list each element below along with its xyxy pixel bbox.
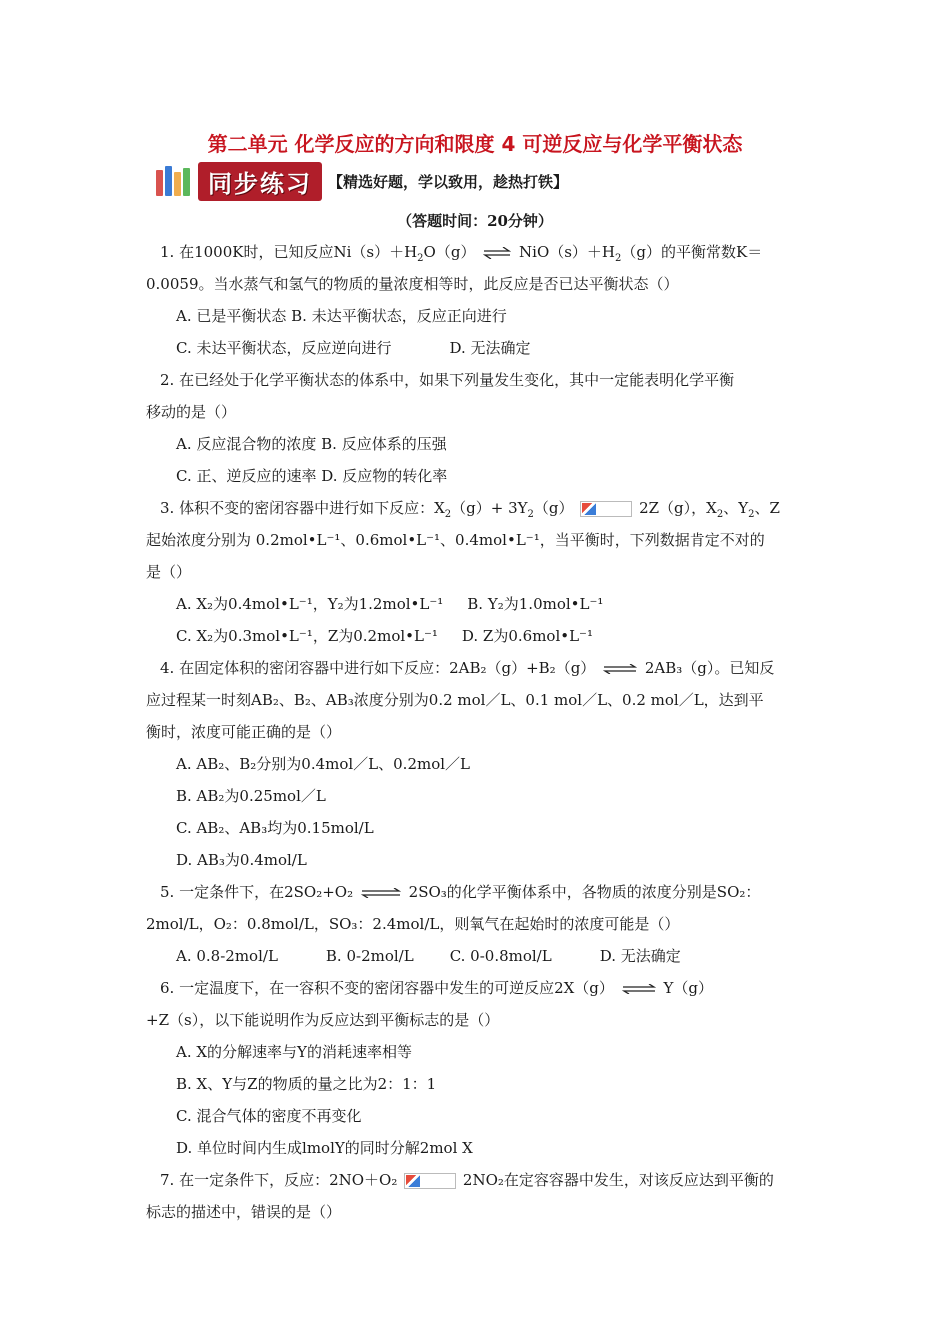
question-4-line-2: 应过程某一时刻AB₂、B₂、AB₃浓度分别为0.2 mol／L、0.1 mol／L、0.2 mol／L，达到平 (146, 691, 764, 709)
equilibrium-arrow-icon (603, 664, 637, 674)
question-7-line-1: 7. 在一定条件下，反应：2NO＋O₂ 2NO₂在定容容器中发生，对该反应达到平衡的 (160, 1171, 774, 1189)
question-2-option-ab: A. 反应混合物的浓度 B. 反应体系的压强 (176, 435, 447, 453)
question-6-option-a: A. X的分解速率与Y的消耗速率相等 (176, 1043, 412, 1061)
question-1-option-cd: C. 未达平衡状态，反应逆向进行 D. 无法确定 (176, 339, 531, 357)
question-7-line-2: 标志的描述中，错误的是（） (146, 1203, 342, 1221)
question-2-option-cd: C. 正、逆反应的速率 D. 反应物的转化率 (176, 467, 448, 485)
question-6-option-c: C. 混合气体的密度不再变化 (176, 1107, 362, 1125)
question-4-option-d: D. AB₃为0.4mol/L (176, 851, 307, 869)
question-6-option-d: D. 单位时间内生成lmolY的同时分解2mol X (176, 1139, 473, 1157)
question-5-line-1: 5. 一定条件下，在2SO₂+O₂ 2SO₃的化学平衡体系中，各物质的浓度分别是SO₂： (160, 883, 761, 901)
question-4-option-b: B. AB₂为0.25mol／L (176, 787, 326, 805)
equation-image-icon (580, 501, 632, 517)
answer-time: （答题时间：20分钟） (397, 212, 553, 230)
question-1-option-ab: A. 已是平衡状态 B. 未达平衡状态，反应正向进行 (176, 307, 507, 325)
question-3-line-3: 是（） (146, 563, 192, 581)
equilibrium-arrow-icon (483, 247, 511, 259)
equilibrium-arrow-icon (622, 984, 656, 994)
question-3-line-2: 起始浓度分别为 0.2mol•L⁻¹、0.6mol•L⁻¹、0.4mol•L⁻¹，当平衡时，下列数据肯定不对的 (146, 531, 765, 549)
question-4-line-1: 4. 在固定体积的密闭容器中进行如下反应：2AB₂（g）+B₂（g） 2AB₃（g）。已知反 (160, 659, 775, 677)
page-title: 第二单元 化学反应的方向和限度 4 可逆反应与化学平衡状态 (207, 132, 743, 156)
question-1-line-2: 0.0059。当水蒸气和氢气的物质的量浓度相等时，此反应是否已达平衡状态（） (146, 275, 679, 293)
question-3-option-ab: A. X₂为0.4mol•L⁻¹，Y₂为1.2mol•L⁻¹ B. Y₂为1.0mol•L⁻¹ (176, 595, 604, 613)
question-4-line-3: 衡时，浓度可能正确的是（） (146, 723, 342, 741)
question-3-option-cd: C. X₂为0.3mol•L⁻¹，Z为0.2mol•L⁻¹ D. Z为0.6mol•L⁻¹ (176, 627, 593, 645)
question-4-option-c: C. AB₂、AB₃均为0.15mol/L (176, 819, 374, 837)
question-1-line-1: 1. 在1000K时，已知反应$Ni(s)+H_2O(g)$ $NiO(s)+H_2(g)$的平衡常数K＝ (160, 243, 763, 264)
books-icon (156, 166, 192, 196)
question-5-line-2: 2mol/L，O₂：0.8mol/L，SO₃：2.4mol/L，则氧气在起始时的浓度可能是（） (146, 915, 680, 933)
question-6-line-2: +Z（s），以下能说明作为反应达到平衡标志的是（） (146, 1011, 500, 1029)
practice-badge: 同步练习 (198, 162, 322, 201)
question-2-line-2: 移动的是（） (146, 403, 237, 421)
question-3-line-1: 3. 体积不变的密闭容器中进行如下反应：$X_2(g)+ 3Y_2(g)$ 2Z（g），$X_2$、$Y_2$、Z (160, 499, 780, 520)
question-6-option-b: B. X、Y与Z的物质的量之比为2：1：1 (176, 1075, 437, 1093)
practice-banner (156, 162, 568, 200)
question-4-option-a: A. AB₂、B₂分别为0.4mol／L、0.2mol／L (176, 755, 471, 773)
banner-subtitle: 【精选好题，学以致用，趁热打铁】 (328, 172, 569, 191)
equation-image-icon (404, 1173, 456, 1189)
equilibrium-arrow-icon (361, 888, 401, 898)
question-6-line-1: 6. 一定温度下，在一容积不变的密闭容器中发生的可逆反应2X（g） Y（g） (160, 979, 713, 997)
question-5-options: A. 0.8-2mol/L B. 0-2mol/L C. 0-0.8mol/L D. 无法确定 (176, 947, 681, 965)
question-2-line-1: 2. 在已经处于化学平衡状态的体系中，如果下列量发生变化，其中一定能表明化学平衡 (160, 371, 735, 389)
